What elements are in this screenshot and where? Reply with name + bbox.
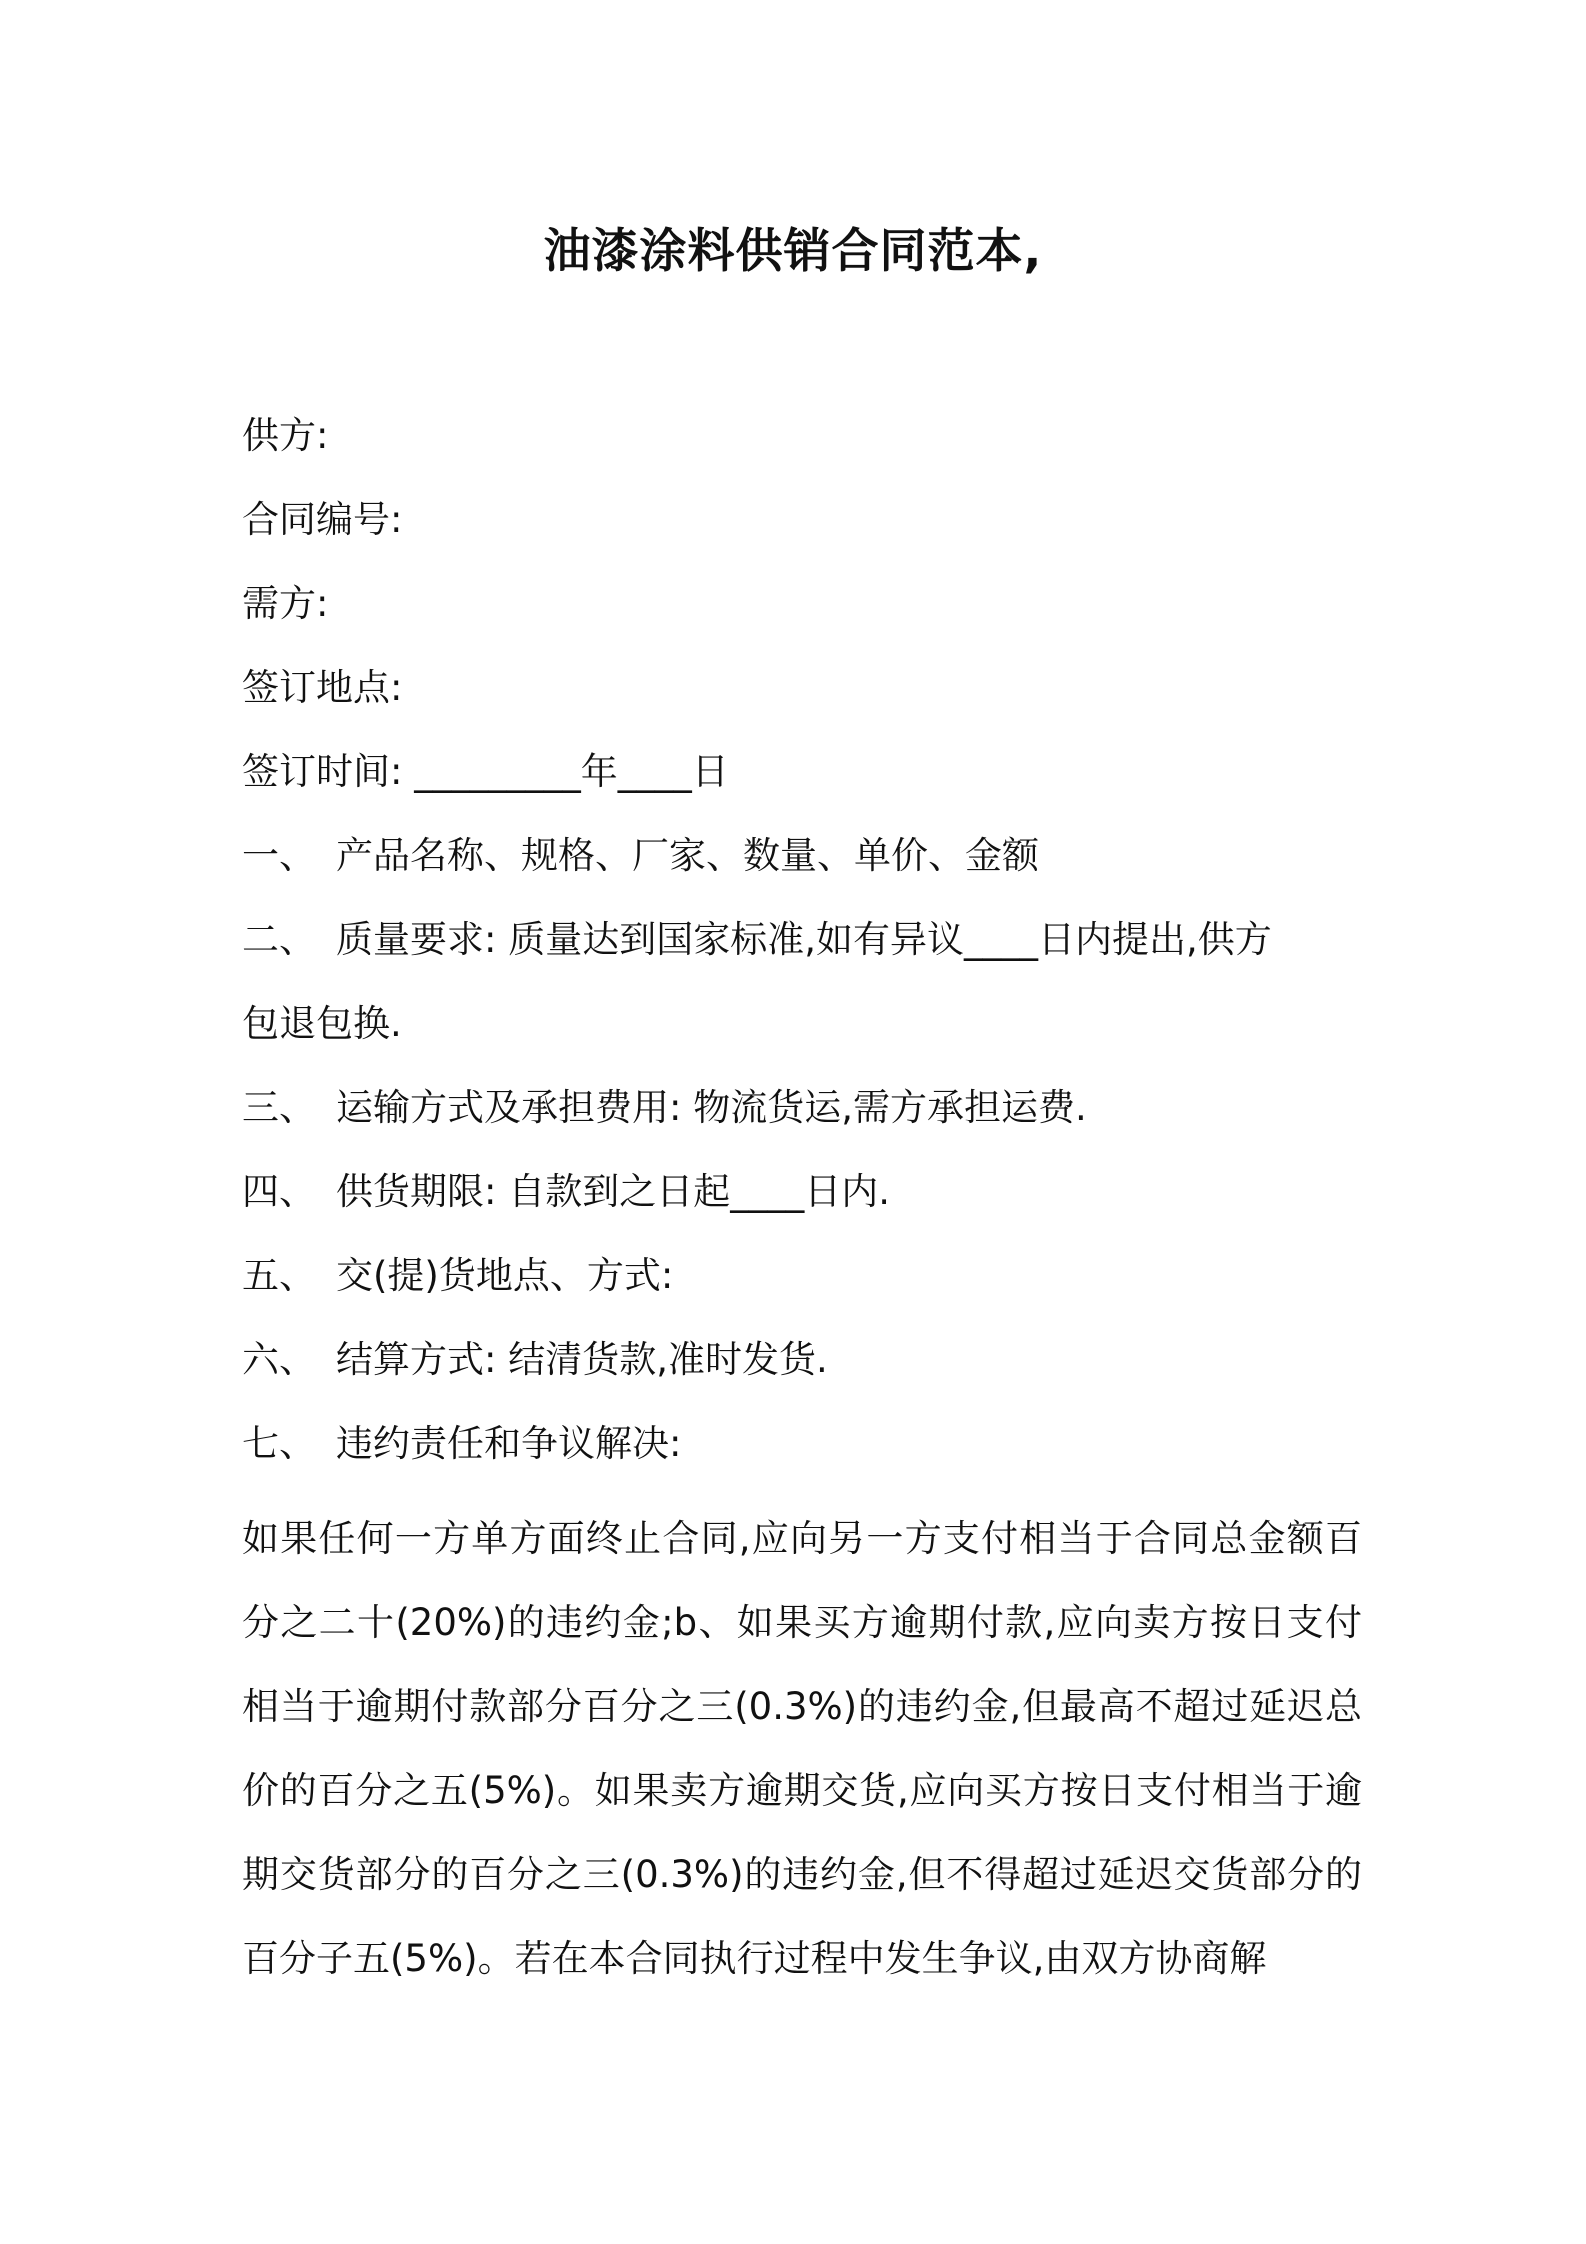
clause-text: 违约责任和争议解决: (336, 1422, 682, 1465)
field-contract-number: 合同编号: (242, 498, 403, 541)
clause-number: 二、 (242, 918, 316, 961)
clause-7 (242, 1414, 1362, 1474)
clause-6 (242, 1330, 1362, 1390)
clause-text: 结算方式: 结清货款,准时发货. (336, 1338, 828, 1381)
field-supplier: 供方: (242, 414, 329, 457)
clause-number: 六、 (242, 1338, 316, 1381)
clause-1 (242, 826, 1362, 886)
clause-number: 四、 (242, 1170, 316, 1213)
document-title: 油漆涂料供销合同范本, (543, 224, 1043, 279)
clause-4 (242, 1162, 1362, 1222)
clause-number: 一、 (242, 834, 316, 877)
clause-3 (242, 1078, 1362, 1138)
clause-text: 包退包换. (242, 1002, 402, 1045)
clause-number: 五、 (242, 1254, 316, 1297)
clause-number: 三、 (242, 1086, 316, 1129)
field-signing-place: 签订地点: (242, 666, 403, 709)
clause-text: 交(提)货地点、方式: (336, 1254, 674, 1297)
field-signing-time: 签订时间: _________年____日 (242, 750, 729, 793)
clause-2-continuation (242, 994, 1362, 1054)
clause-text: 供货期限: 自款到之日起____日内. (336, 1170, 890, 1213)
clause-2 (242, 910, 1362, 970)
clause-5 (242, 1246, 1362, 1306)
liability-paragraph: 如果任何一方单方面终止合同,应向另一方支付相当于合同总金额百分之二十(20%)的违约金;b、如果买方逾期付款,应向卖方按日支付相当于逾期付款部分百分之三(0.3%)的违约金,但最高不超过延迟总价的百分之五(5%)。如果卖方逾期交货,应向买方按日支付相当于逾期交货部分的百分之三(0.3%)的违约金,但不得超过延迟交货部分的百分子五(5%)。若在本合同执行过程中发生争议,由双方协商解 (242, 1517, 1362, 1980)
clause-number: 七、 (242, 1422, 316, 1465)
clause-text: 运输方式及承担费用: 物流货运,需方承担运费. (336, 1086, 1087, 1129)
field-buyer: 需方: (242, 582, 329, 625)
clause-text: 产品名称、规格、厂家、数量、单价、金额 (336, 834, 1039, 877)
clause-text: 质量要求: 质量达到国家标准,如有异议____日内提出,供方 (336, 918, 1272, 961)
